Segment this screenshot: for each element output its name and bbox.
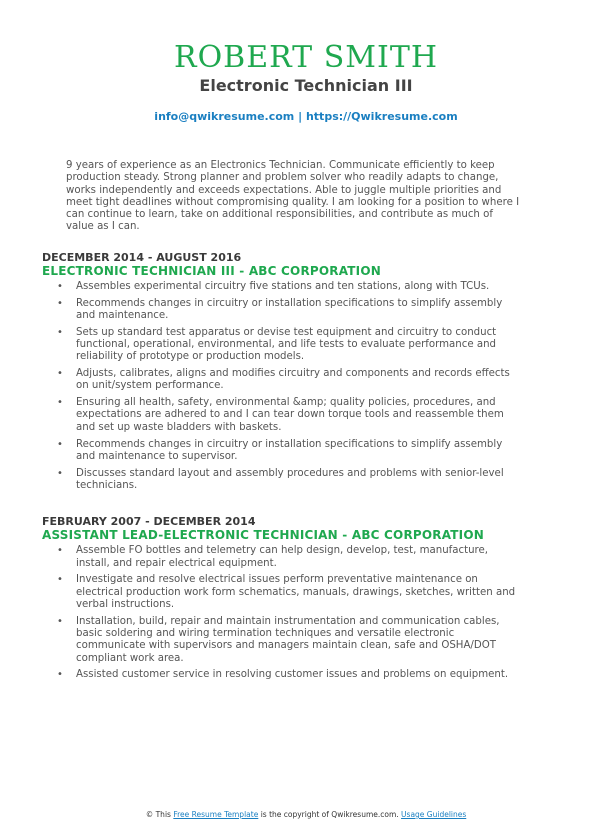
duty-text: Assemble FO bottles and telemetry can help design, develop, test, manufacture, install, and repair electrical equipment. — [76, 545, 489, 569]
duty-text: Assembles experimental circuitry five stations and ten stations, along with TCUs. — [76, 280, 490, 292]
duty-text: Installation, build, repair and maintain instrumentation and communication cables, basic soldering and wiring termination techniques and versatile electronic communicate with supervisors and managers maintain clean, safe and OSHA/DOT compliant work area. — [76, 615, 500, 664]
footer — [0, 810, 612, 820]
bullet-icon: • — [57, 669, 63, 681]
job-dates: FEBRUARY 2007 - DECEMBER 2014 — [42, 515, 256, 529]
list-item — [42, 545, 522, 570]
bullet-icon: • — [57, 280, 63, 292]
list-item — [42, 298, 522, 323]
job-dates: DECEMBER 2014 - AUGUST 2016 — [42, 250, 242, 264]
list-item — [42, 397, 522, 434]
job-title: ELECTRONIC TECHNICIAN III - ABC CORPORATION — [42, 263, 381, 278]
duty-text: Investigate and resolve electrical issues perform preventative maintenance on electrical production work form schematics, manuals, drawings, sketches, written and verbal instructions. — [76, 574, 516, 610]
candidate-name: ROBERT SMITH — [173, 40, 439, 75]
duty-text: Discusses standard layout and assembly procedures and problems with senior-level technicians. — [76, 467, 504, 491]
candidate-title: Electronic Technician III — [199, 76, 413, 95]
bullet-icon: • — [57, 615, 63, 627]
bullet-icon: • — [57, 368, 63, 380]
bullet-icon: • — [57, 326, 63, 338]
list-item — [42, 439, 522, 464]
list-item — [42, 368, 522, 393]
bullet-icon: • — [57, 297, 63, 309]
duty-text: Recommends changes in circuitry or installation specifications to simplify assembly and maintenance. — [76, 297, 503, 321]
job-entry — [42, 251, 522, 492]
contact-separator: | — [294, 110, 306, 123]
list-item — [42, 616, 522, 665]
footer-prefix: © This — [145, 810, 174, 819]
list-item — [42, 327, 522, 364]
duty-text: Ensuring all health, safety, environmental &amp; quality policies, procedures, and expectations are adhered to and I can tear down torque tools and reassemble them and set up waste bladders with baskets. — [76, 397, 504, 433]
bullet-icon: • — [57, 545, 63, 557]
contact-line — [0, 110, 612, 124]
duty-text: Assisted customer service in resolving customer issues and problems on equipment. — [76, 669, 509, 681]
list-item — [42, 669, 522, 681]
website-link[interactable]: https://Qwikresume.com — [305, 110, 458, 123]
duty-text: Sets up standard test apparatus or devise test equipment and circuitry to conduct functional, operational, environmental, and life tests to evaluate performance and reliability of prototype or production models. — [76, 326, 497, 363]
job-title: ASSISTANT LEAD-ELECTRONIC TECHNICIAN - ABC CORPORATION — [42, 528, 484, 543]
summary-paragraph: 9 years of experience as an Electronics Technician. Communicate efficiently to keep production steady. Strong planner and problem solver who readily adapts to change, works independently and exceeds expectations. Able to juggle multiple priorities and meet tight deadlines without compromising quality. I am looking for a position to where I can continue to learn, take on additional responsibilities, and contribute as much of value as I can. — [66, 160, 520, 233]
duty-text: Adjusts, calibrates, aligns and modifies circuitry and components and records effects on unit/system performance. — [76, 368, 510, 392]
list-item — [42, 574, 522, 611]
bullet-icon: • — [57, 438, 63, 450]
bullet-icon: • — [57, 467, 63, 479]
email-link[interactable]: info@qwikresume.com — [154, 110, 295, 123]
footer-copyright-text: is the copyright of Qwikresume.com. — [258, 810, 402, 819]
list-item — [42, 468, 522, 493]
list-item — [42, 281, 522, 293]
bullet-icon: • — [57, 574, 63, 586]
usage-guidelines-link[interactable]: Usage Guidelines — [401, 810, 467, 819]
duty-text: Recommends changes in circuitry or installation specifications to simplify assembly and maintenance to supervisor. — [76, 438, 503, 462]
free-resume-template-link[interactable]: Free Resume Template — [173, 810, 259, 819]
resume-header — [0, 42, 612, 124]
job-entry — [42, 515, 522, 681]
bullet-icon: • — [57, 397, 63, 409]
duties-list — [42, 281, 522, 492]
duties-list — [42, 545, 522, 681]
